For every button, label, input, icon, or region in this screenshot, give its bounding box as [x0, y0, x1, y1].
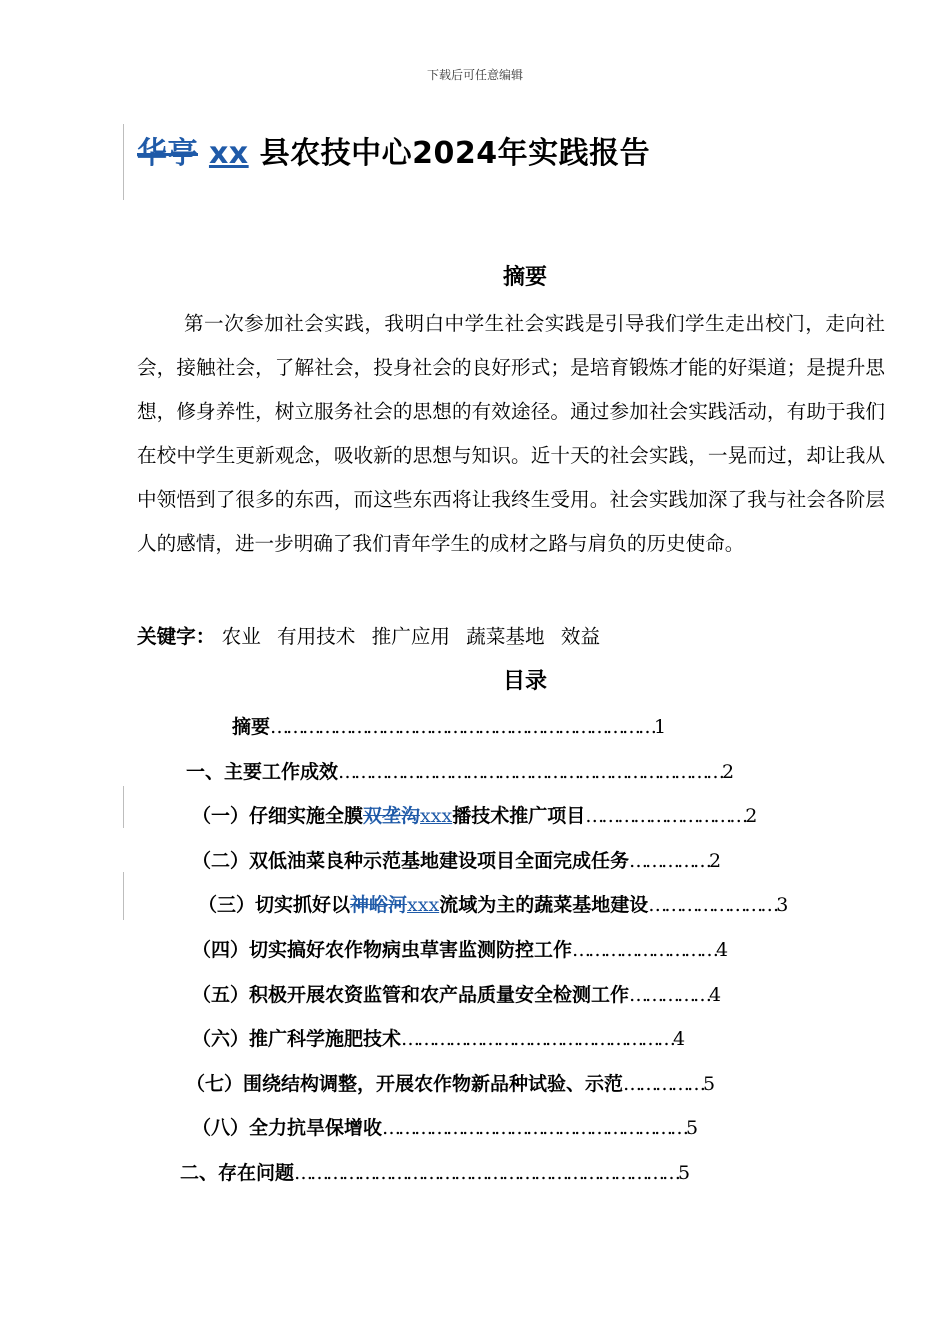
toc-entry[interactable]: [192, 1113, 698, 1140]
header-note: 下载后可任意编辑: [426, 68, 523, 82]
keyword-item: 蔬菜基地: [466, 625, 545, 648]
toc-page-number: 5: [703, 1073, 716, 1095]
toc-entry-label: （三）切实抓好以: [198, 894, 351, 916]
toc-page-number: 2: [709, 850, 722, 872]
title-deleted-text: 华亭: [137, 136, 198, 171]
toc-leader: ……………………………………………: [401, 1028, 674, 1050]
toc-page-number: 2: [745, 805, 758, 827]
toc-inserted-text: xxx: [407, 894, 440, 916]
toc-entry-label: 一、主要工作成效: [186, 761, 339, 783]
toc-entry[interactable]: [186, 757, 734, 784]
toc-leader: ……………………: [648, 894, 777, 916]
toc-leader: ………………………………………………………………: [294, 1162, 679, 1184]
toc-entry-label: （六）推广科学施肥技术: [192, 1028, 402, 1050]
toc-entry-label: 播技术推广项目: [452, 805, 586, 827]
revision-margin-bar: [123, 124, 124, 200]
toc-deleted-text: 神峪河: [350, 894, 408, 916]
toc-entry-label: （一）仔细实施全膜: [192, 805, 364, 827]
keyword-item: 推广应用: [371, 625, 451, 648]
toc-leader: ………………………: [572, 939, 717, 961]
abstract-heading: 摘要: [502, 265, 547, 290]
document-title: [137, 128, 650, 172]
keyword-item: 农业: [221, 625, 261, 648]
toc-page-number: 3: [776, 894, 789, 916]
toc-page-number: 4: [716, 939, 729, 961]
toc-page-number: 5: [678, 1162, 691, 1184]
title-inserted-text: xx: [208, 136, 249, 171]
toc-entry[interactable]: [192, 980, 721, 1007]
keyword-item: 效益: [560, 625, 601, 648]
revision-margin-bar: [123, 786, 124, 828]
toc-page-number: 1: [654, 716, 667, 738]
toc-leader: ……………: [623, 1073, 704, 1095]
toc-leader: ………………………………………………………………: [338, 761, 723, 783]
toc-inserted-text: xxx: [420, 805, 453, 827]
toc-entry-label: （七）围绕结构调整，开展农作物新品种试验、示范: [186, 1073, 624, 1095]
toc-leader: ……………: [629, 984, 710, 1006]
toc-leader: …………………………: [585, 805, 746, 827]
toc-entry-label: 二、存在问题: [180, 1162, 295, 1184]
toc-entry-label: 摘要: [232, 716, 271, 738]
toc-leader: ……………: [629, 850, 710, 872]
toc-entry[interactable]: [232, 712, 666, 739]
toc-entry[interactable]: [192, 1024, 685, 1051]
keyword-item: 有用技术: [277, 625, 356, 648]
toc-entry-label: （八）全力抗旱保增收: [192, 1117, 383, 1139]
toc-entry-label: （四）切实搞好农作物病虫草害监测防控工作: [192, 939, 573, 961]
toc-entry[interactable]: [198, 890, 788, 917]
toc-entry[interactable]: [186, 1069, 715, 1096]
toc-leader: …………………………………………………: [382, 1117, 687, 1139]
abstract-body: 第一次参加社会实践，我明白中学生社会实践是引导我们学生走出校门，走向社会，接触社会，了解社会，投身社会的良好形式；是培育锻炼才能的好渠道；是提升思想，修身养性，树立服务社会的思想的有效途径。通过参加社会实践活动，有助于我们在校中学生更新观念，吸收新的思想与知识。近十天的社会实践，一晃而过，却让我从中领悟到了很多的东西，而这些东西将让我终生受用。社会实践加深了我与社会各阶层人的感情，进一步明确了我们青年学生的成材之路与肩负的历史使命。: [137, 312, 885, 556]
toc-entry[interactable]: [192, 935, 728, 962]
toc-leader: ………………………………………………………………: [270, 716, 655, 738]
toc-page-number: 4: [709, 984, 722, 1006]
revision-margin-bar: [123, 872, 124, 920]
toc-entry-label: （二）双低油菜良种示范基地建设项目全面完成任务: [192, 850, 630, 872]
toc-entry[interactable]: [192, 846, 721, 873]
toc-heading: 目录: [502, 669, 547, 694]
toc-deleted-text: 双垄沟: [363, 805, 421, 827]
toc-page-number: 4: [673, 1028, 686, 1050]
keywords-label: 关键字：: [137, 625, 216, 648]
toc-page-number: 5: [686, 1117, 699, 1139]
toc-entry-label: 流域为主的蔬菜基地建设: [439, 894, 649, 916]
toc-page-number: 2: [722, 761, 735, 783]
toc-entry[interactable]: [192, 801, 757, 828]
keywords-line: [137, 620, 610, 649]
title-main-text: 县农技中心2024年实践报告: [259, 136, 651, 171]
toc-entry[interactable]: [180, 1158, 690, 1185]
toc-entry-label: （五）积极开展农资监管和农产品质量安全检测工作: [192, 984, 630, 1006]
